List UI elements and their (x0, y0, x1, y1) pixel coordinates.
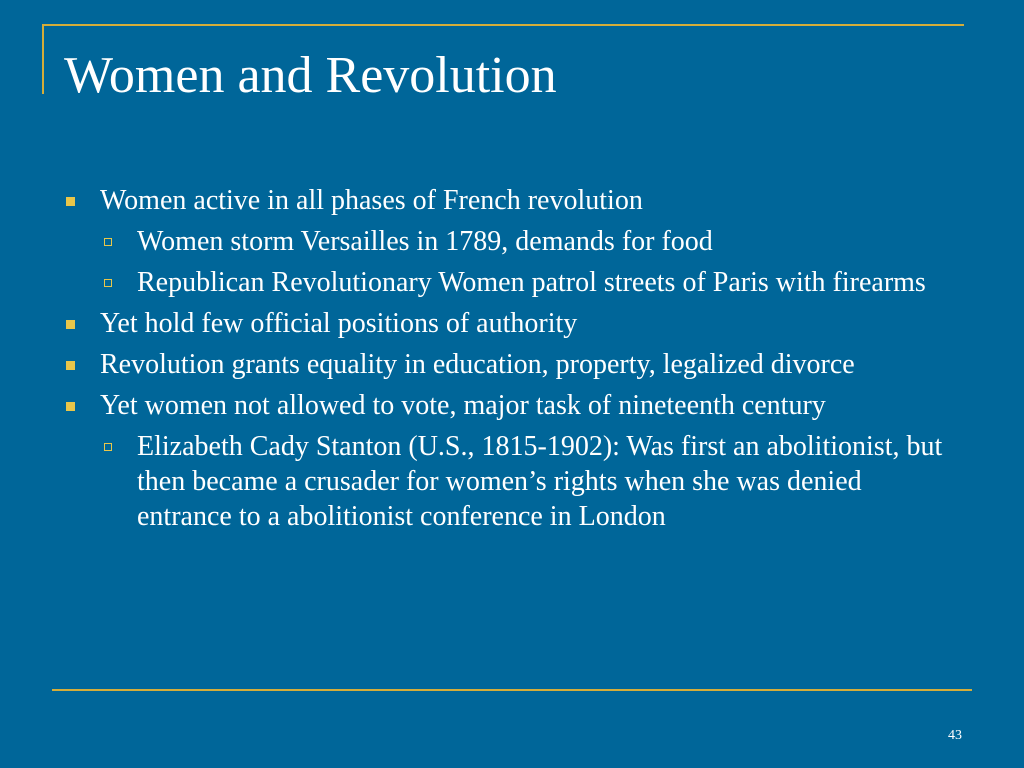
hollow-square-bullet-icon (104, 279, 112, 287)
frame-left-line (42, 24, 44, 94)
square-bullet-icon (66, 197, 75, 206)
frame-top-line (42, 24, 964, 26)
frame-bottom-line (52, 689, 972, 691)
bullet-text: Republican Revolutionary Women patrol streets of Paris with firearms (137, 267, 926, 298)
sub-bullet-item (60, 429, 960, 534)
square-bullet-icon (66, 361, 75, 370)
bullet-list (60, 183, 960, 540)
bullet-text: Women active in all phases of French revolution (100, 185, 643, 216)
bullet-item (60, 347, 960, 382)
sub-bullet-item (60, 265, 960, 300)
hollow-square-bullet-icon (104, 443, 112, 451)
bullet-text: Yet women not allowed to vote, major task of nineteenth century (100, 390, 826, 421)
hollow-square-bullet-icon (104, 238, 112, 246)
bullet-item (60, 306, 960, 341)
square-bullet-icon (66, 402, 75, 411)
square-bullet-icon (66, 320, 75, 329)
bullet-text: Women storm Versailles in 1789, demands for food (137, 226, 713, 257)
slide-number: 43 (948, 728, 962, 743)
bullet-text: Yet hold few official positions of authority (100, 308, 578, 339)
slide-title: Women and Revolution (64, 47, 557, 104)
bullet-text: Revolution grants equality in education, property, legalized divorce (100, 349, 855, 380)
sub-bullet-item (60, 224, 960, 259)
bullet-text: Elizabeth Cady Stanton (U.S., 1815-1902): Was first an abolitionist, but then became a crusader for women’s rights when she was denied entrance to a abolitionist conference in London (137, 431, 943, 532)
bullet-item (60, 183, 960, 218)
bullet-item (60, 388, 960, 423)
